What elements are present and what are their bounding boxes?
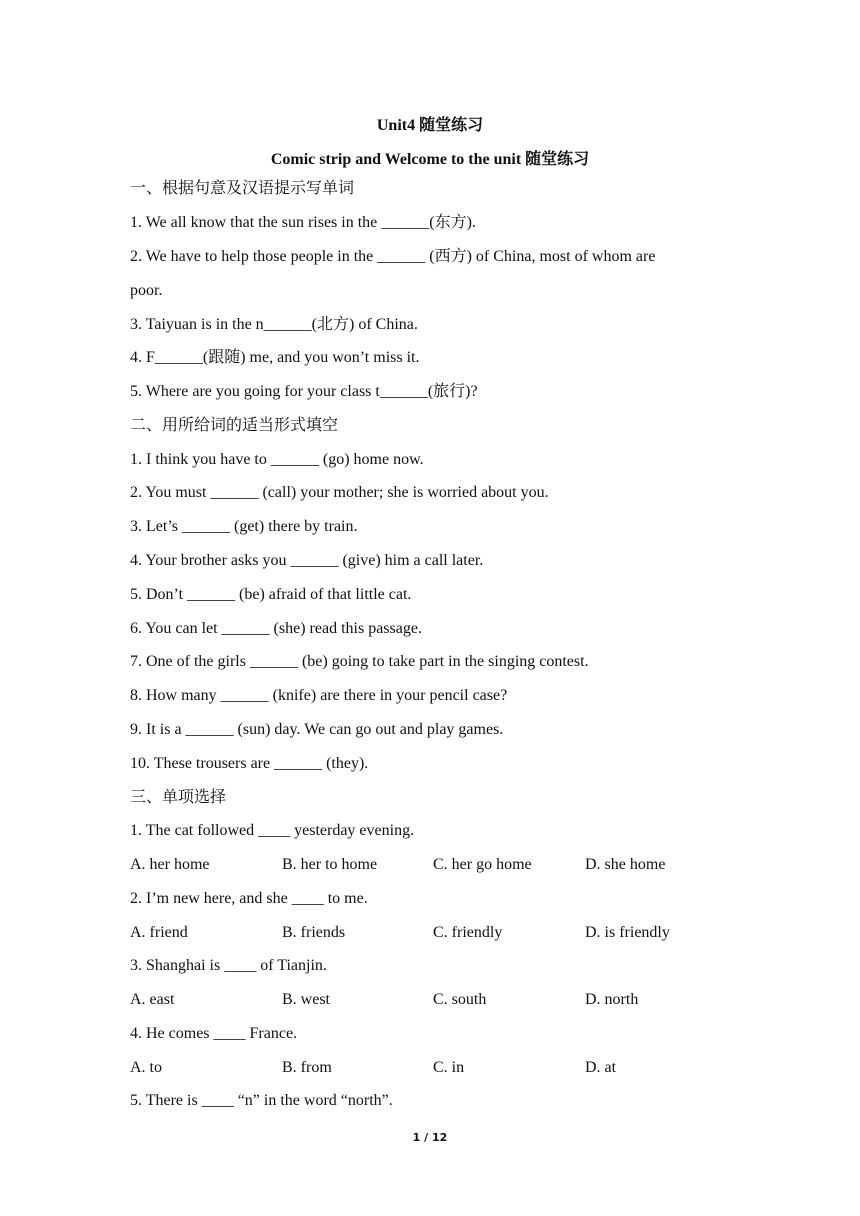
- option-a: A. to: [130, 1059, 162, 1076]
- option-d: D. north: [585, 991, 639, 1008]
- option-c: C. her go home: [433, 856, 532, 873]
- section2-question-1: 1. I think you have to ______ (go) home now.: [130, 451, 424, 468]
- option-b: B. from: [282, 1059, 332, 1076]
- section1-question-2-continued: poor.: [130, 282, 163, 299]
- section2-question-4: 4. Your brother asks you ______ (give) him a call later.: [130, 552, 484, 569]
- document-title: Unit4 随堂练习: [376, 117, 484, 134]
- section3-heading: 三、单项选择: [130, 789, 227, 806]
- option-d: D. at: [585, 1059, 617, 1076]
- section2-question-9: 9. It is a ______ (sun) day. We can go out and play games.: [130, 721, 504, 738]
- option-c: C. south: [433, 991, 487, 1008]
- section2-question-6: 6. You can let ______ (she) read this passage.: [130, 620, 422, 637]
- section3-question-2-options: [130, 923, 730, 943]
- section3-question-3: 3. Shanghai is ____ of Tianjin.: [130, 957, 327, 974]
- section3-question-2: 2. I’m new here, and she ____ to me.: [130, 890, 368, 907]
- section2-question-10: 10. These trousers are ______ (they).: [130, 755, 369, 772]
- section1-question-4: 4. F______(跟随) me, and you won’t miss it.: [130, 349, 420, 366]
- section1-question-2: 2. We have to help those people in the ______ (西方) of China, most of whom are: [130, 248, 656, 265]
- section3-question-4-options: [130, 1058, 730, 1078]
- option-b: B. friends: [282, 924, 346, 941]
- option-b: B. her to home: [282, 856, 378, 873]
- page-number: 1 / 12: [412, 1131, 448, 1144]
- section1-question-3: 3. Taiyuan is in the n______(北方) of China.: [130, 316, 418, 333]
- section3-question-4: 4. He comes ____ France.: [130, 1025, 298, 1042]
- option-a: A. friend: [130, 924, 188, 941]
- section1-heading: 一、根据句意及汉语提示写单词: [130, 180, 355, 197]
- section2-question-8: 8. How many ______ (knife) are there in your pencil case?: [130, 687, 508, 704]
- section3-question-1-options: [130, 855, 730, 875]
- option-c: C. friendly: [433, 924, 503, 941]
- section2-heading: 二、用所给词的适当形式填空: [130, 417, 339, 434]
- section1-question-1: 1. We all know that the sun rises in the ______(东方).: [130, 214, 476, 231]
- section2-question-7: 7. One of the girls ______ (be) going to take part in the singing contest.: [130, 653, 589, 670]
- section2-question-5: 5. Don’t ______ (be) afraid of that little cat.: [130, 586, 412, 603]
- section3-question-3-options: [130, 990, 730, 1010]
- section2-question-3: 3. Let’s ______ (get) there by train.: [130, 518, 358, 535]
- section3-question-1: 1. The cat followed ____ yesterday evening.: [130, 822, 415, 839]
- option-a: A. east: [130, 991, 175, 1008]
- option-c: C. in: [433, 1059, 465, 1076]
- option-b: B. west: [282, 991, 330, 1008]
- option-d: D. is friendly: [585, 924, 670, 941]
- document-subtitle: Comic strip and Welcome to the unit 随堂练习: [270, 151, 590, 168]
- section3-question-5: 5. There is ____ “n” in the word “north”.: [130, 1092, 393, 1109]
- option-d: D. she home: [585, 856, 666, 873]
- option-a: A. her home: [130, 856, 210, 873]
- section1-question-5: 5. Where are you going for your class t______(旅行)?: [130, 383, 478, 400]
- section2-question-2: 2. You must ______ (call) your mother; she is worried about you.: [130, 484, 549, 501]
